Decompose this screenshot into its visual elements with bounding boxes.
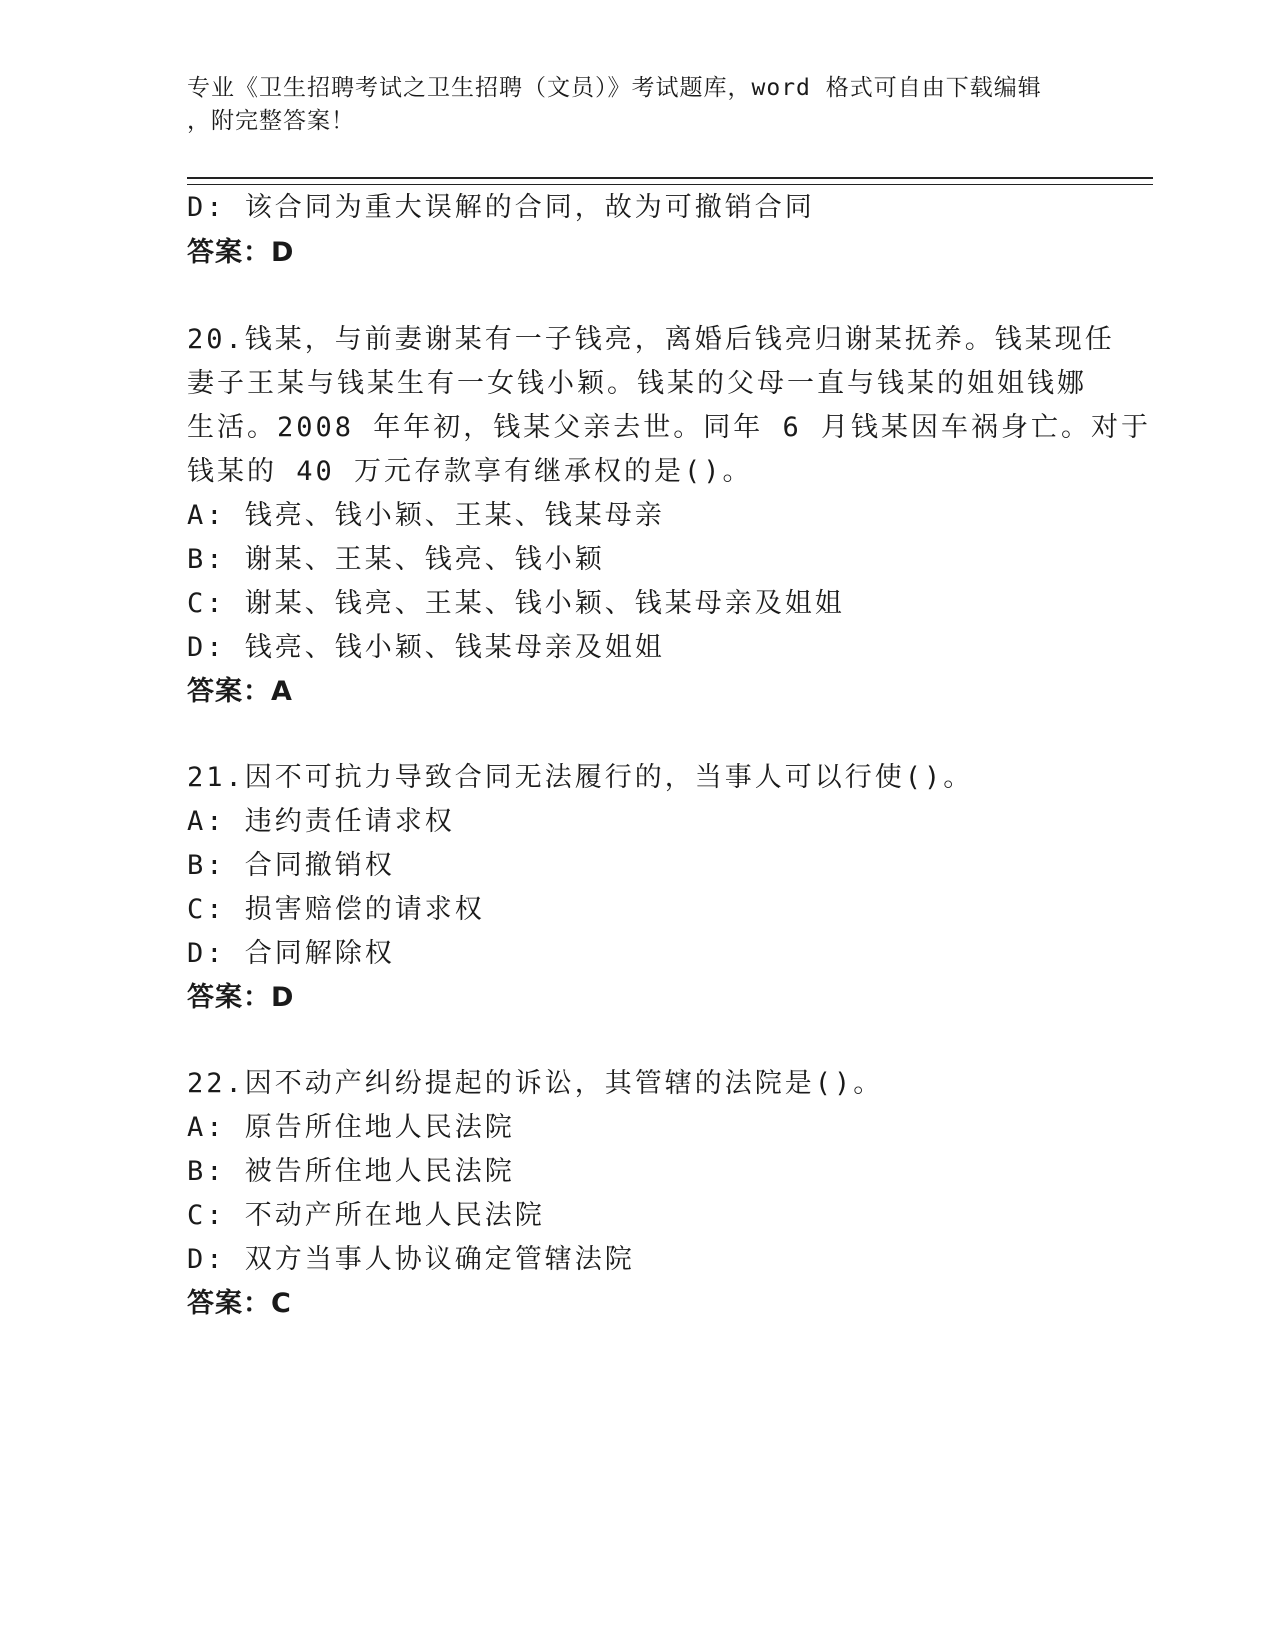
q21-option-b: B: 合同撤销权 — [187, 850, 395, 881]
q20-answer: 答案：A — [187, 676, 293, 707]
header-line-1: 专业《卫生招聘考试之卫生招聘（文员）》考试题库，word 格式可自由下载编辑 — [187, 75, 1042, 101]
q21-option-c: C: 损害赔偿的请求权 — [187, 894, 485, 925]
q21-option-d: D: 合同解除权 — [187, 938, 395, 969]
q21-answer: 答案：D — [187, 982, 295, 1013]
q21-stem: 21.因不可抗力导致合同无法履行的，当事人可以行使()。 — [187, 762, 974, 793]
q22-option-c: C: 不动产所在地人民法院 — [187, 1200, 545, 1231]
prev-answer: 答案：D — [187, 237, 295, 268]
q20-stem-line-2: 妻子王某与钱某生有一女钱小颖。钱某的父母一直与钱某的姐姐钱娜 — [187, 368, 1087, 399]
prev-option-d: D: 该合同为重大误解的合同，故为可撤销合同 — [187, 192, 815, 223]
header-divider-thick — [187, 177, 1153, 179]
q20-option-a: A: 钱亮、钱小颖、王某、钱某母亲 — [187, 500, 665, 531]
q20-option-b: B: 谢某、王某、钱亮、钱小颖 — [187, 544, 605, 575]
q21-option-a: A: 违约责任请求权 — [187, 806, 455, 837]
q20-option-c: C: 谢某、钱亮、王某、钱小颖、钱某母亲及姐姐 — [187, 588, 845, 619]
document-header — [187, 72, 1067, 138]
q22-answer: 答案：C — [187, 1288, 292, 1319]
q20-stem-line-3: 生活。2008 年年初，钱某父亲去世。同年 6 月钱某因车祸身亡。对于 — [187, 412, 1152, 443]
header-line-2: ，附完整答案！ — [187, 108, 355, 134]
q22-option-a: A: 原告所住地人民法院 — [187, 1112, 515, 1143]
header-divider-thin — [187, 184, 1153, 185]
q20-option-d: D: 钱亮、钱小颖、钱某母亲及姐姐 — [187, 632, 665, 663]
q20-stem-line-1: 20.钱某，与前妻谢某有一子钱亮，离婚后钱亮归谢某抚养。钱某现任 — [187, 324, 1115, 355]
q22-stem: 22.因不动产纠纷提起的诉讼，其管辖的法院是()。 — [187, 1068, 884, 1099]
q20-stem-line-4: 钱某的 40 万元存款享有继承权的是()。 — [187, 456, 753, 487]
q22-option-d: D: 双方当事人协议确定管辖法院 — [187, 1244, 635, 1275]
q22-option-b: B: 被告所住地人民法院 — [187, 1156, 515, 1187]
